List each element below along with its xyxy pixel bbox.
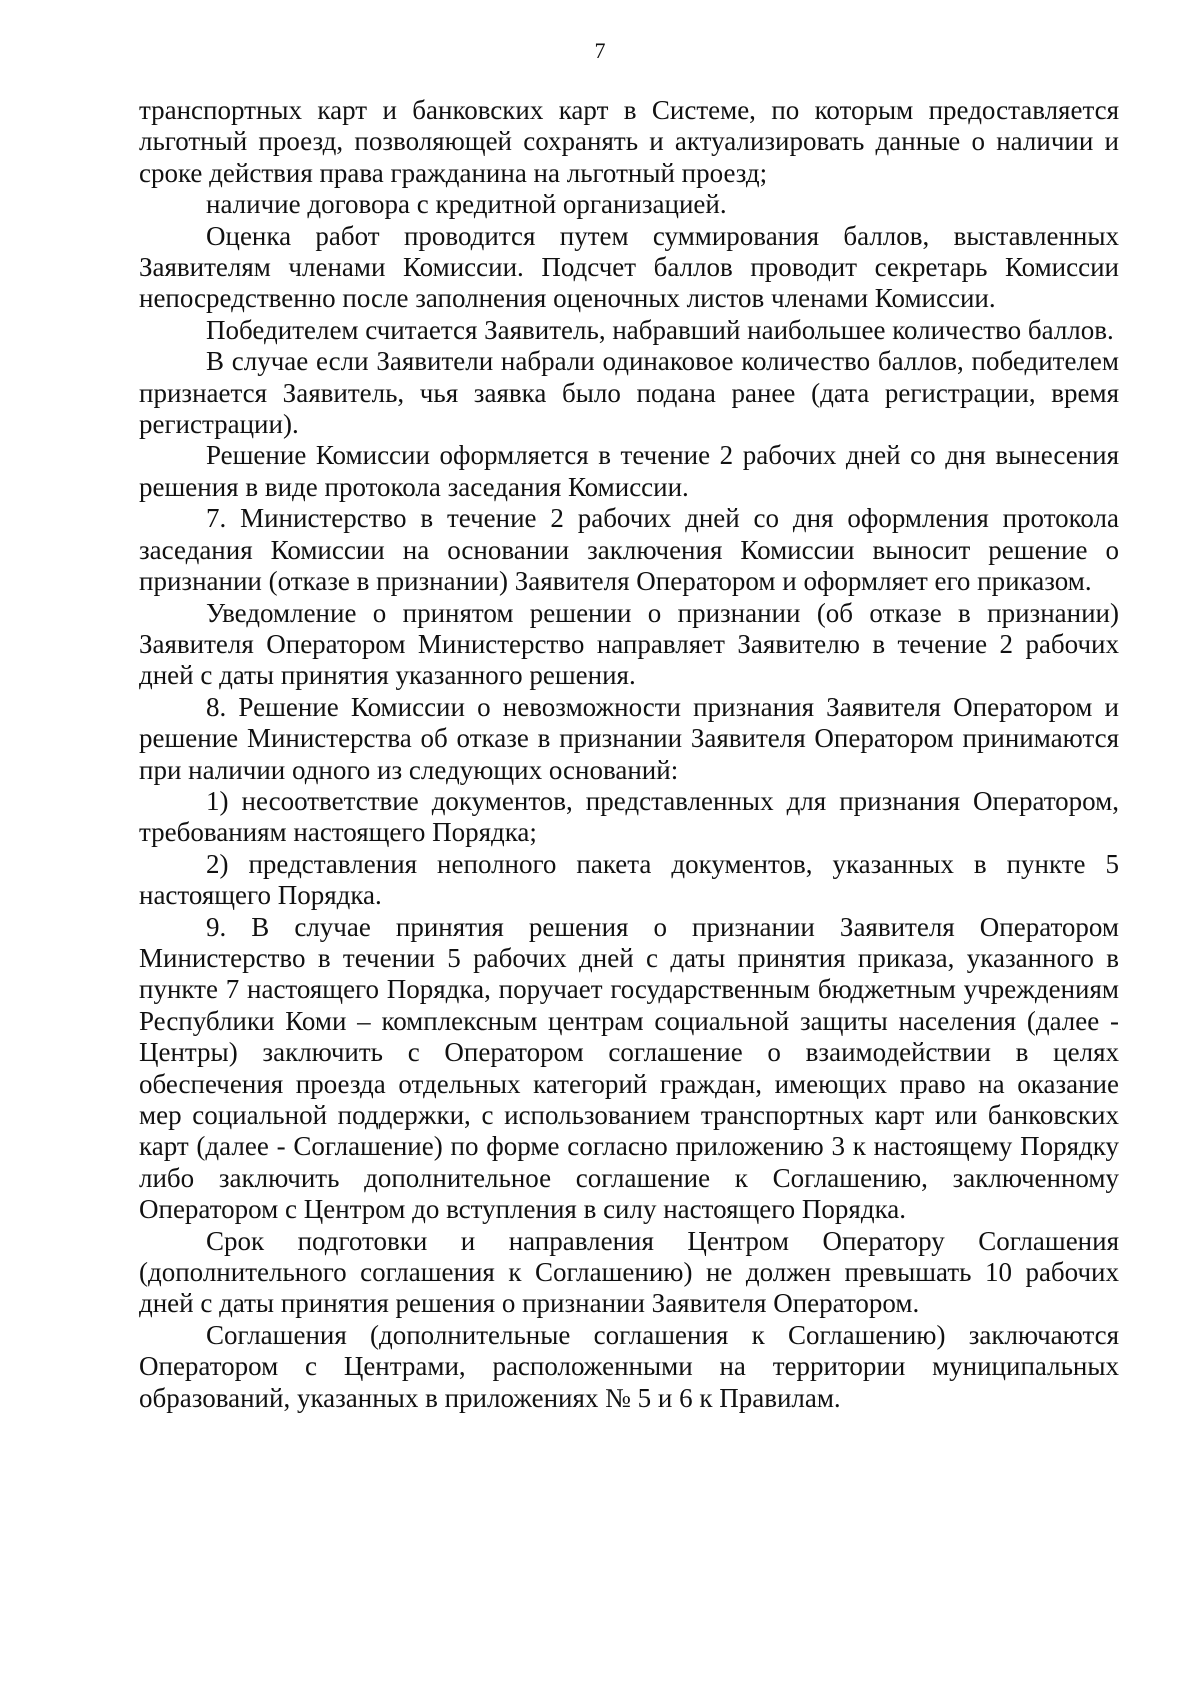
paragraph-7: 7. Министерство в течение 2 рабочих дней со дня оформления протокола заседания Комиссии на основании заключения Комиссии выносит решение о признании (отказе в признании) Заявителя Оператором и оформляет его приказом. bbox=[139, 503, 1119, 597]
paragraph-8-item-1: 1) несоответствие документов, представленных для признания Оператором, требованиям настоящего Порядка; bbox=[139, 785, 1119, 848]
paragraph-protocol: Решение Комиссии оформляется в течение 2 рабочих дней со дня вынесения решения в виде протокола заседания Комиссии. bbox=[139, 440, 1119, 502]
paragraph-agreements: Соглашения (дополнительные соглашения к Соглашению) заключаются Оператором с Центрами, расположенными на территории муниципальных образований, указанных в приложениях № 5 и 6 к Правилам. bbox=[139, 1319, 1119, 1413]
body-text bbox=[139, 95, 1119, 1414]
paragraph-9: 9. В случае принятия решения о признании Заявителя Оператором Министерство в течении 5 рабочих дней с даты принятия приказа, указанного в пункте 7 настоящего Порядка, поручает государственным бюджетным учреждениям Республики Коми – комплексным центрам социальной защиты населения (далее - Центры) заключить с Оператором соглашение о взаимодействии в целях обеспечения проезда отдельных категорий граждан, имеющих право на оказание мер социальной поддержки, с использованием транспортных карт или банковских карт (далее - Соглашение) по форме согласно приложению 3 к настоящему Порядку либо заключить дополнительное соглашение к Соглашению, заключенному Оператором с Центром до вступления в силу настоящего Порядка. bbox=[139, 911, 1119, 1225]
paragraph-continuation: транспортных карт и банковских карт в Системе, по которым предоставляется льготный проезд, позволяющей сохранять и актуализировать данные о наличии и сроке действия права гражданина на льготный проезд; bbox=[139, 95, 1119, 188]
paragraph-winner: Победителем считается Заявитель, набравший наибольшее количество баллов. bbox=[206, 314, 1114, 345]
paragraph-8: 8. Решение Комиссии о невозможности признания Заявителя Оператором и решение Министерства об отказе в признании Заявителя Оператором принимаются при наличии одного из следующих оснований: bbox=[139, 691, 1119, 785]
paragraph-credit-agreement: наличие договора с кредитной организацией. bbox=[206, 189, 727, 220]
paragraph-notification: Уведомление о принятом решении о признании (об отказе в признании) Заявителя Оператором Министерство направляет Заявителю в течение 2 рабочих дней с даты принятия указанного решения. bbox=[139, 597, 1119, 691]
paragraph-equal-points: В случае если Заявители набрали одинаковое количество баллов, победителем признается Заявитель, чья заявка было подана ранее (дата регистрации, время регистрации). bbox=[139, 346, 1119, 440]
paragraph-deadline: Срок подготовки и направления Центром Оператору Соглашения (дополнительного соглашения к Соглашению) не должен превышать 10 рабочих дней с даты принятия решения о признании Заявителя Оператором. bbox=[139, 1225, 1119, 1319]
paragraph-8-item-2: 2) представления неполного пакета документов, указанных в пункте 5 настоящего Порядка. bbox=[139, 848, 1119, 911]
page-number: 7 bbox=[594, 38, 606, 63]
paragraph-evaluation: Оценка работ проводится путем суммирования баллов, выставленных Заявителям членами Комиссии. Подсчет баллов проводит секретарь Комиссии непосредственно после заполнения оценочных листов членами Комиссии. bbox=[139, 220, 1119, 314]
